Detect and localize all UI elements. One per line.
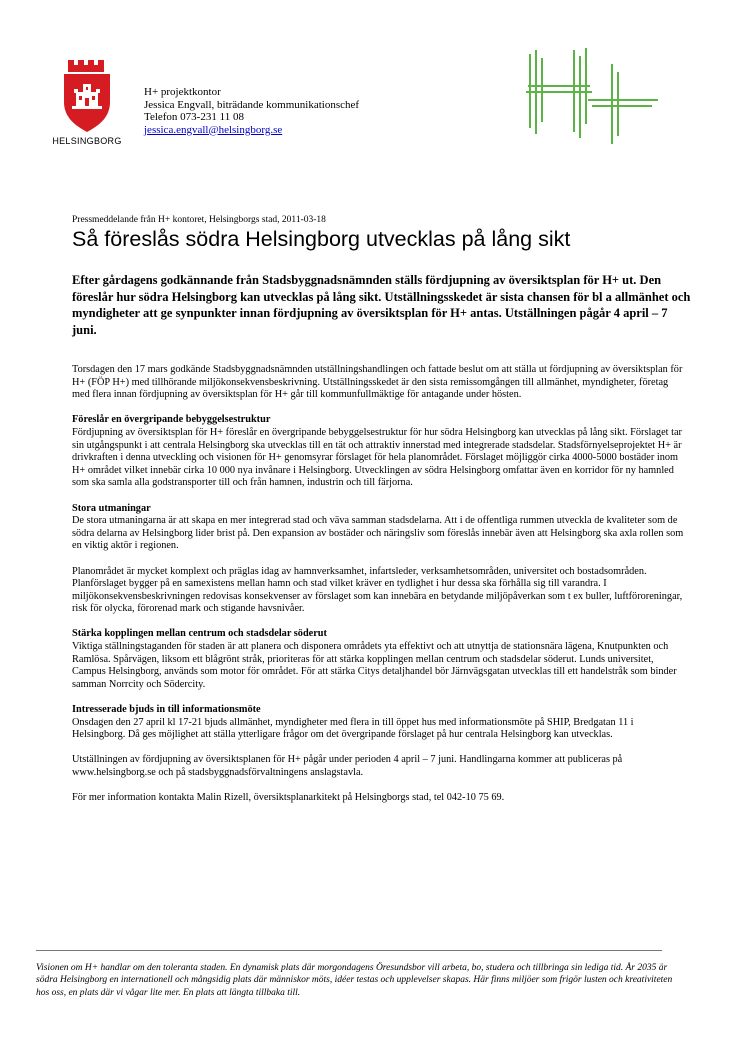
logo-wordmark: HELSINGBORG [52, 136, 122, 146]
hplus-logo-icon [526, 44, 660, 150]
section-heading: Stora utmaningar [72, 502, 151, 514]
contact-name-title: Jessica Engvall, biträdande kommunikationschef [144, 98, 360, 111]
section-heading: Stärka kopplingen mellan centrum och stadsdelar söderut [72, 628, 327, 640]
section-text: Onsdagen den 27 april kl 17-21 bjuds allmänhet, myndigheter med flera in till öppet hus med informationsmöte på SHIP, Bredgatan 11 i Helsingborg. Då ges möjlighet att ställa ytterligare frågor om det övergripande förslaget på hur centrala Helsingborg kan utvecklas. [72, 716, 634, 741]
section-informationsmote [72, 704, 686, 742]
section-kopplingen [72, 628, 686, 691]
helsingborg-crest-icon [46, 56, 128, 136]
section-text: Fördjupning av översiktsplan för H+ föreslår en övergripande bebyggelsestruktur för hur södra Helsingborg kan utvecklas på lång sikt. Förslaget tar sin utgångspunkt i att centrala Helsingborg ska utvecklas till en tät och attraktiv innerstad med integrerade stadsdelar. Stadsförnyelseprojektet H+ är drivkraften i denna utveckling och visionen för H+ genomsyrar förslaget för hela planområdet. Förslaget möjliggör cirka 4000-5000 bostäder inom H+ området vilket innebär cirka 10 000 nya invånare i Helsingborg. Utvecklingen av södra Helsingborg omfattar även en korridor för ny hamnled som ska samla alla godstransporter till och från hamnen, industrin och till färjorna. [72, 426, 682, 489]
footer-divider [36, 950, 662, 951]
intro-paragraph: Torsdagen den 17 mars godkände Stadsbyggnadsnämnden utställningshandlingen och fattade beslut om att ställa ut fördjupning av översiktsplan för H+ (FÖP H+) med tillhörande miljökonsekvensbeskrivning. Utställningsskedet är den sista remissomgången till allmänhet, myndigheter, företag med flera innan fördjupning av översiktsplan för H+ går till kommunfullmäktige för antagande under hösten. [72, 364, 683, 401]
section-bebyggelsestruktur [72, 414, 686, 490]
page-title: Så föreslås södra Helsingborg utvecklas på lång sikt [72, 227, 571, 251]
section-text: Viktiga ställningstaganden för staden är att planera och disponera områdets yta effektivt och att utnyttja de stationsnära lägena, Knutpunkten och Ramlösa. Spårvägen, liksom ett blågrönt stråk, prioriteras för att stärka kopplingen mellan centrum och stadsdelar söderut. Lunds universitet, Campus Helsingborg, används som motor för området. För att stärka Citys detaljhandel bör Järnvägsgatan utvecklas till ett handelstråk som binder samman Norrcity och Södercity. [72, 641, 677, 690]
planomradet-paragraph: Planområdet är mycket komplext och präglas idag av hamnverksamhet, infartsleder, verksamhetsområden, universitet och bostadsområden. Planförslaget bygger på en samexistens mellan hamn och stad vilket kräver en tydlighet i hur dessa ska förhålla sig till varandra. I miljökonsekvensbeskrivningen redovisas konsekvenser av förslaget som kan innebära en betydande miljöpåverkan som t ex buller, luftföroreningar, risk för olycka, förorenad mark och stigande havsnivåer. [72, 565, 683, 615]
contact-org: H+ projektkontor [144, 86, 221, 98]
section-heading: Föreslår en övergripande bebyggelsestruktur [72, 414, 271, 426]
contact-block [144, 86, 359, 136]
vision-footer: Visionen om H+ handlar om den toleranta staden. En dynamisk plats där morgondagens Öresundsbor vill arbeta, bo, studera och tillbringa sin lediga tid. År 2035 är södra Helsingborg en internationell och mångsidig plats där människor möts, idéer testas och upplevelser skapas. Här finns miljöer som frigör lusten och kreativiteten hos oss, en plats där vi vågar lite mer. En plats att längta tillbaka till. [36, 963, 673, 998]
contact-email-link[interactable]: jessica.engvall@helsingborg.se [144, 123, 283, 136]
helsingborg-logo [46, 56, 128, 152]
more-info-paragraph: För mer information kontakta Malin Rizell, översiktsplanarkitekt på Helsingborgs stad, tel 042-10 75 69. [72, 792, 505, 804]
lead-paragraph: Efter gårdagens godkännande från Stadsbyggnadsnämnden ställs fördjupning av översiktsplan för H+ ut. Den föreslår hur södra Helsingborg kan utvecklas på lång sikt. Utställningsskedet är sista chansen för bl a allmänhet och myndigheter att ge synpunkter innan fördjupning av översiktsplan för H+ antas. Utställningen pågår 4 april – 7 juni. [72, 273, 691, 337]
section-heading: Intresserade bjuds in till informationsmöte [72, 704, 261, 716]
body-text [72, 364, 686, 817]
section-utmaningar [72, 503, 686, 553]
utstallning-paragraph: Utställningen av fördjupning av översiktsplanen för H+ pågår under perioden 4 april – 7 juni. Handlingarna kommer att publiceras på www.helsingborg.se och på stadsbyggnadsförvaltningens anslagstavla. [72, 754, 623, 778]
section-text: De stora utmaningarna är att skapa en mer integrerad stad och väva samman stadsdelarna. Att i de offentliga rummen utveckla de kvaliteter som de södra delarna av Helsingborg lider brist på. Den expansion av bostäder och näringsliv som föreslås innebär även att Helsingborg ska axla rollen som en viktig aktör i regionen. [72, 515, 684, 552]
press-release-line: Pressmeddelande från H+ kontoret, Helsingborgs stad, 2011-03-18 [72, 215, 326, 225]
hplus-logo [526, 44, 660, 150]
contact-phone: Telefon 073-231 11 08 [144, 111, 244, 123]
